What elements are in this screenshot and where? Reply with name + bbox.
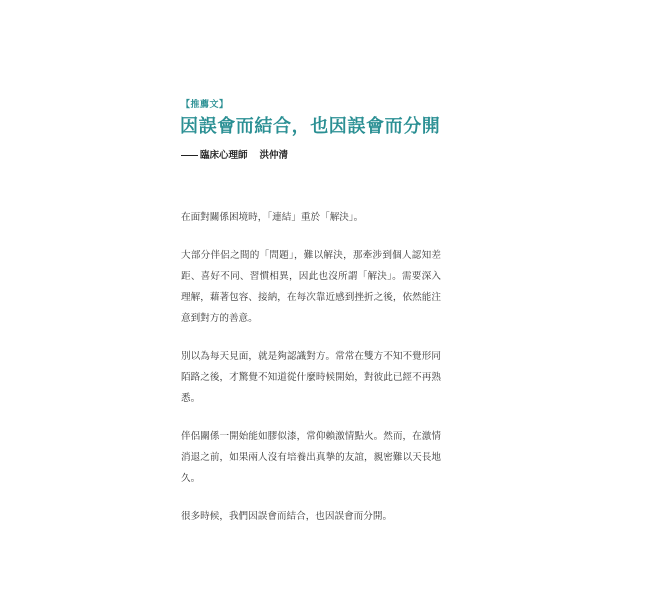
article-body [181,207,441,544]
paragraph: 大部分伴侶之間的「問題」，難以解決，那牽涉到個人認知差距、喜好不同、習慣相異，因此也沒所謂「解決」。需要深入理解，藉著包容、接納，在每次靠近感到挫折之後，依然能注意到對方的善意。 [181,250,441,324]
author-role: 臨床心理師 [200,150,248,161]
article-title: 因誤會而結合，也因誤會而分開 [180,116,441,137]
author-name: 洪仲清 [259,150,289,161]
paragraph: 別以為每天見面，就是夠認識對方。常常在雙方不知不覺形同陌路之後，才驚覺不知道從什麼時候開始，對彼此已經不再熟悉。 [181,351,441,404]
byline [181,147,288,161]
byline-dash [181,155,198,156]
paragraph: 伴侶關係一開始能如膠似漆，常仰賴激情點火。然而，在激情消退之前，如果兩人沒有培養出真摯的友誼，親密難以天長地久。 [181,431,441,484]
section-tag: 【推薦文】 [181,100,229,110]
paragraph: 很多時候，我們因誤會而結合，也因誤會而分開。 [181,511,393,522]
paragraph: 在面對關係困境時，「連結」重於「解決」。 [181,212,364,223]
